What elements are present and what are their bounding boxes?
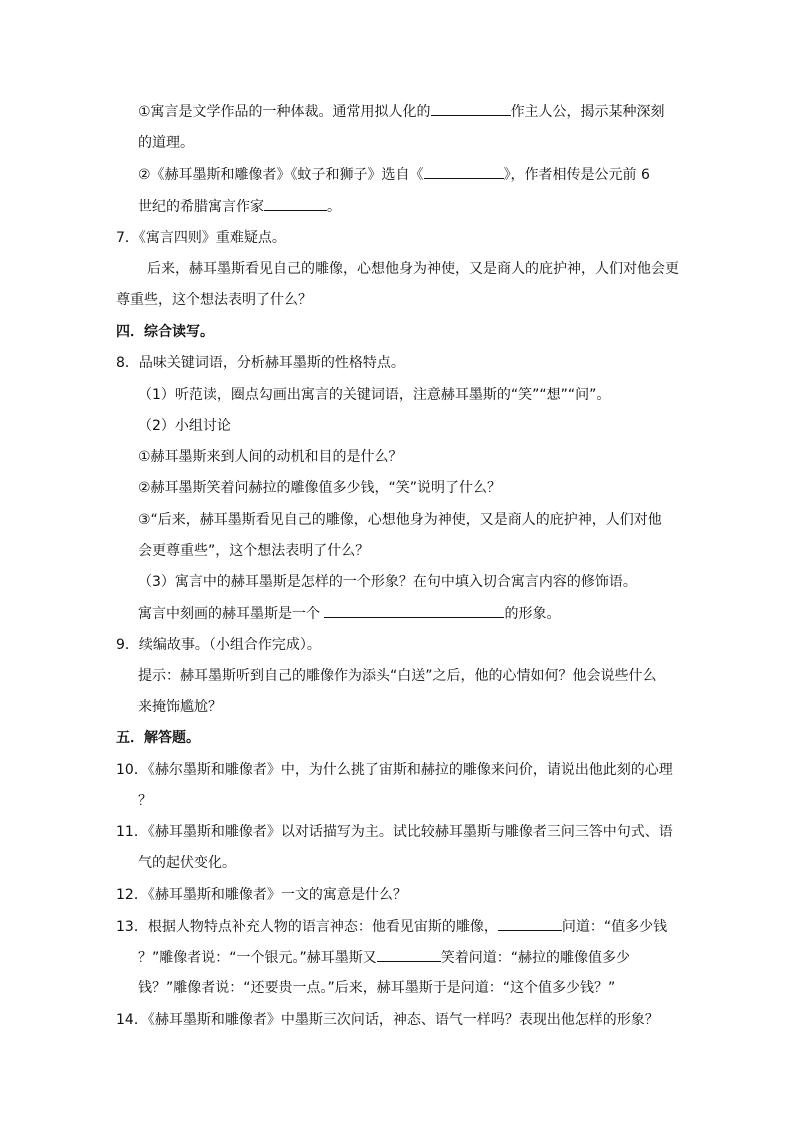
q8-part2-item1: ①赫耳墨斯来到人间的动机和目的是什么？ bbox=[138, 449, 403, 465]
answer-blank[interactable] bbox=[324, 603, 504, 618]
section-four-heading: 四．综合读写。 bbox=[116, 324, 214, 340]
section-five-heading: 五．解答题。 bbox=[116, 730, 200, 746]
q7-heading: 7．《寓言四则》重难疑点。 bbox=[116, 230, 286, 246]
answer-blank[interactable] bbox=[431, 101, 511, 116]
q8-part3-fill: 寓言中刻画的赫耳墨斯是一个 的形象。 bbox=[138, 603, 794, 624]
q13-line3: 钱？”雕像者说：“还要贵一点。”后来，赫耳墨斯于是问道：“这个值多少钱？” bbox=[138, 980, 616, 996]
q8-part2-item2: ②赫耳墨斯笑着问赫拉的雕像值多少钱，“笑”说明了什么？ bbox=[138, 480, 502, 496]
q9-hint-line1: 提示：赫耳墨斯听到自己的雕像作为添头“白送”之后，他的心情如何？他会说些什么 bbox=[138, 668, 657, 684]
q6-item2-line1: ②《赫耳墨斯和雕像者》《蚊子和狮子》选自《 》，作者相传是公元前 6 bbox=[138, 164, 794, 185]
answer-blank[interactable] bbox=[498, 916, 562, 931]
q6-item1-line1: ①寓言是文学作品的一种体裁。通常用拟人化的 作主人公，揭示某种深刻 bbox=[138, 101, 698, 122]
q11-line1: 11．《赫耳墨斯和雕像者》以对话描写为主。试比较赫耳墨斯与雕像者三问三答中句式、语 bbox=[116, 824, 673, 840]
answer-blank[interactable] bbox=[264, 196, 327, 211]
q9-heading: 9．续编故事。（小组合作完成）。 bbox=[116, 637, 321, 653]
q10-line2: ？ bbox=[138, 793, 152, 809]
q13-line1: 13．根据人物特点补充人物的语言神态：他看见宙斯的雕像， 问道：“值多少钱 bbox=[116, 916, 794, 937]
q8-part1: （1）听范读，圈点勾画出寓言的关键词语，注意赫耳墨斯的“笑”“想”“问”。 bbox=[138, 387, 611, 403]
q6-item2-line2: 世纪的希腊寓言作家 。 bbox=[138, 196, 794, 217]
q8-part2-item3-line1: ③“后来，赫耳墨斯看见自己的雕像，心想他身为神使，又是商人的庇护神，人们对他 bbox=[138, 512, 662, 528]
q12: 12．《赫耳墨斯和雕像者》一文的寓意是什么？ bbox=[116, 887, 407, 903]
q11-line2: 气的起伏变化。 bbox=[138, 855, 236, 871]
answer-blank[interactable] bbox=[424, 164, 504, 179]
q8-heading: 8．品味关键词语，分析赫耳墨斯的性格特点。 bbox=[116, 355, 405, 371]
answer-blank[interactable] bbox=[377, 947, 441, 962]
q8-part3: （3）寓言中的赫耳墨斯是怎样的一个形象？在句中填入切合寓言内容的修饰语。 bbox=[138, 574, 637, 590]
q9-hint-line2: 来掩饰尴尬？ bbox=[138, 699, 222, 715]
q7-quote-line2: 尊重些，这个想法表明了什么？ bbox=[116, 292, 312, 308]
q14: 14．《赫耳墨斯和雕像者》中墨斯三次问话，神态、语气一样吗？表现出他怎样的形象？ bbox=[116, 1012, 659, 1028]
q10-line1: 10．《赫尔墨斯和雕像者》中，为什么挑了宙斯和赫拉的雕像来问价，请说出他此刻的心理 bbox=[116, 762, 673, 778]
q6-item1-line2: 的道理。 bbox=[138, 135, 194, 151]
q13-line2: ？”雕像者说：“一个银元。”赫耳墨斯又 笑着问道：“赫拉的雕像值多少 bbox=[138, 947, 794, 968]
q8-part2-item3-line2: 会更尊重些”，这个想法表明了什么？ bbox=[138, 543, 370, 559]
q7-quote-line1: 后来，赫耳墨斯看见自己的雕像，心想他身为神使，又是商人的庇护神，人们对他会更 bbox=[147, 261, 679, 277]
q8-part2: （2）小组讨论 bbox=[138, 418, 231, 434]
